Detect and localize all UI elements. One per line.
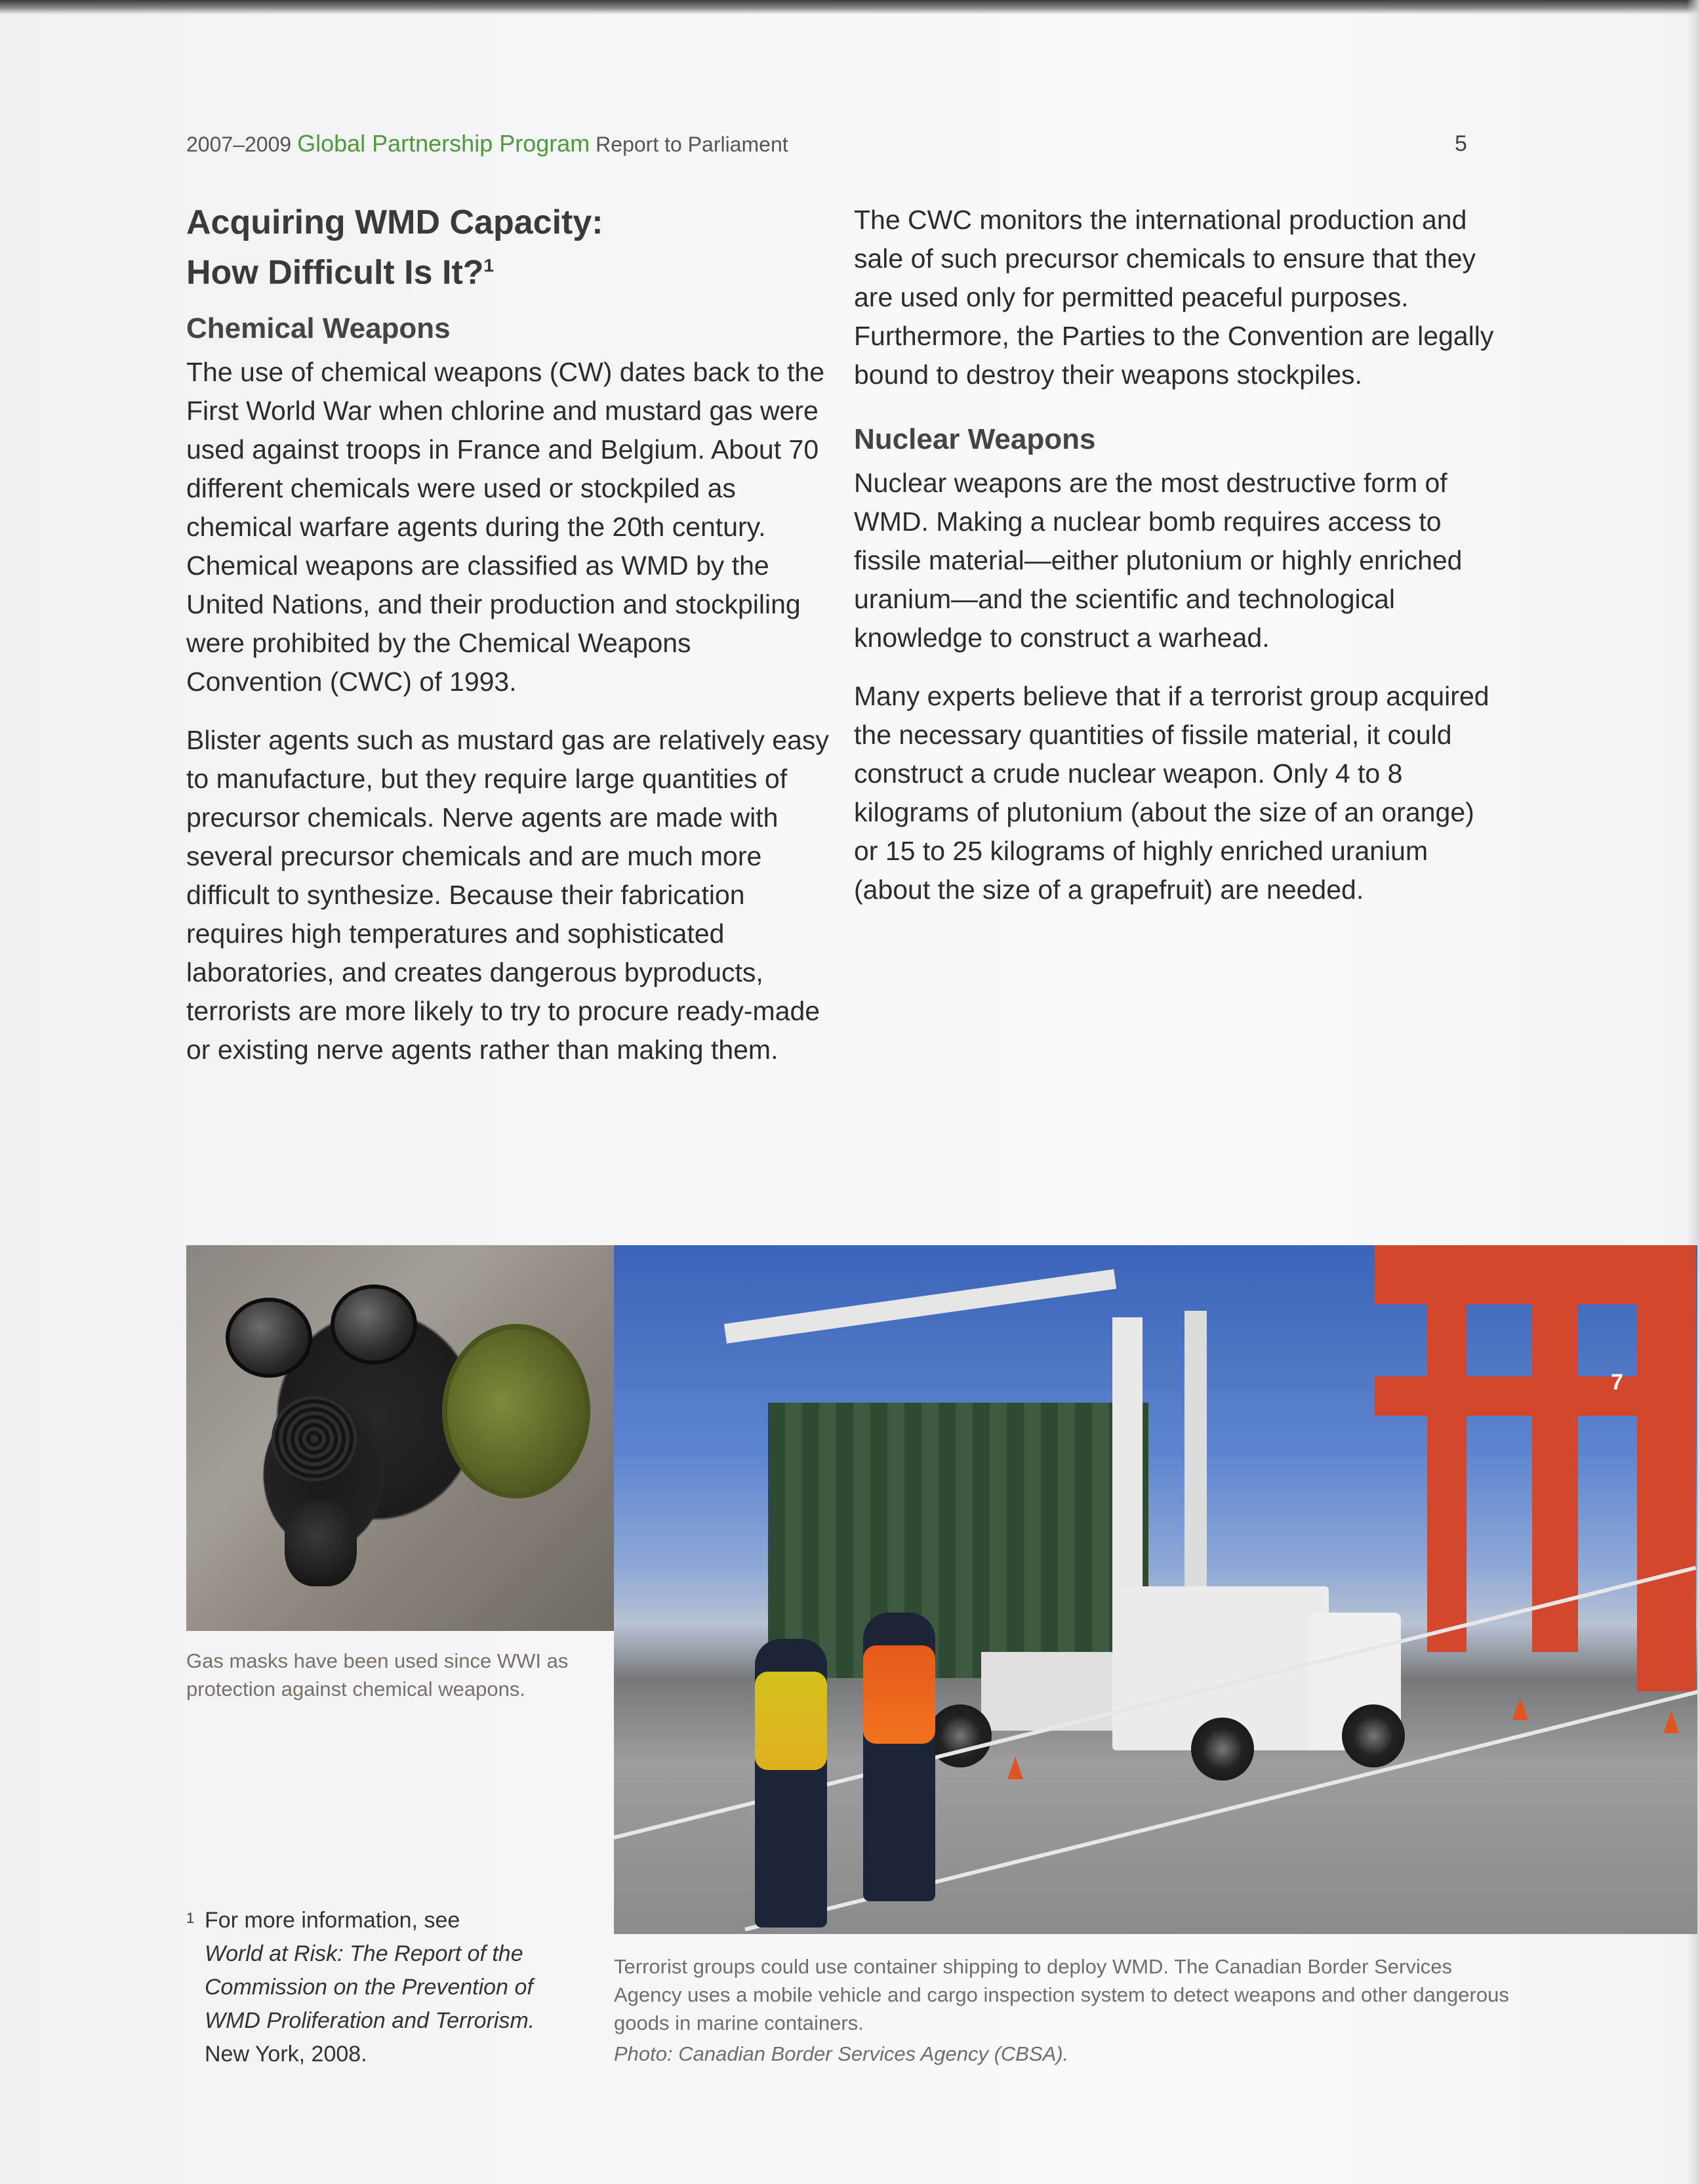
footnote-lead: For more information, see: [205, 1908, 460, 1933]
traffic-cone: [1663, 1711, 1679, 1733]
chemical-paragraph-2: Blister agents such as mustard gas are relatively easy to manufacture, but they require large quantities of precursor chemicals. Nerve agents are made with several precursor chemicals and are much more difficult to synthesize. Because their fabrication requires high temperatures and sophisticated laboratories, and creates dangerous byproducts, terrorists are more likely to try to procure ready-made or existing nerve agents rather than making them.: [186, 725, 829, 1065]
header-report: Report to Parliament: [596, 133, 788, 156]
running-header: [186, 130, 788, 157]
gas-mask-caption: Gas masks have been used since WWI as protection against chemical weapons.: [186, 1649, 569, 1700]
traffic-cone: [1512, 1698, 1528, 1720]
header-years: 2007–2009: [186, 133, 292, 156]
section-title: [186, 201, 829, 294]
gas-mask-green-filter: [442, 1324, 590, 1498]
nuclear-paragraph-1: Nuclear weapons are the most destructive form of WMD. Making a nuclear bomb requires access to fissile material—either plutonium or highly enriched uranium—and the scientific and technological knowledge to construct a warhead.: [854, 468, 1463, 653]
section-title-line1: Acquiring WMD Capacity:: [186, 203, 603, 241]
truck-front-wheel: [1342, 1704, 1405, 1767]
header-program: Global Partnership Program: [297, 130, 590, 157]
gas-mask-voicemitter: [272, 1396, 357, 1481]
traffic-cone: [1007, 1757, 1023, 1779]
crane-leg-1: [1427, 1285, 1467, 1652]
left-column: [186, 201, 829, 1069]
footnote-title: World at Risk: The Report of the Commission on the Prevention of WMD Proliferation and Terrorism.: [205, 1941, 535, 2033]
officer-left-vest: [755, 1672, 827, 1770]
page-number: 5: [1455, 131, 1467, 156]
section-title-line2: How Difficult Is It?: [186, 253, 484, 292]
officer-right-vest: [863, 1645, 935, 1744]
gas-mask-photo: [186, 1245, 614, 1631]
right-column: [854, 201, 1503, 909]
truck-caption-text: Terrorist groups could use container shipping to deploy WMD. The Canadian Border Services Agency uses a mobile vehicle and cargo inspection system to detect weapons and other dangerous goods in marine containers.: [614, 1955, 1509, 2034]
footnote-marker: 1: [186, 1910, 195, 1926]
truck-rear-wheel: [1191, 1718, 1254, 1781]
crane-number: 7: [1611, 1370, 1623, 1395]
gas-mask-canister: [285, 1501, 357, 1586]
crane-cross-beam: [1375, 1376, 1696, 1416]
gas-mask-lens-left: [226, 1298, 312, 1378]
cwc-paragraph: The CWC monitors the international production and sale of such precursor chemicals to ensure that they are used only for permitted peaceful purposes. Furthermore, the Parties to the Convention are legally bound to destroy their weapons stockpiles.: [854, 205, 1494, 390]
truck-caption: [614, 1952, 1519, 2068]
footnote: [186, 1904, 593, 2071]
gas-mask-lens-right: [331, 1285, 417, 1365]
footnote-reference: 1: [483, 255, 495, 276]
chemical-weapons-heading: Chemical Weapons: [186, 312, 451, 345]
scanner-boom: [724, 1269, 1116, 1344]
chemical-paragraph-1: The use of chemical weapons (CW) dates back to the First World War when chlorine and mustard gas were used against troops in France and Belgium. About 70 different chemicals were used or stockpiled as chemical warfare agents during the 20th century. Chemical weapons are classified as WMD by the United Nations, and their production and stockpiling were prohibited by the Chemical Weapons Convention (CWC) of 1993.: [186, 357, 825, 697]
crane-leg-3: [1637, 1285, 1696, 1691]
photo-credit: Photo: Canadian Border Services Agency (CBSA).: [614, 2042, 1069, 2065]
scan-top-edge: [0, 0, 1700, 14]
inspection-truck-photo: [614, 1245, 1697, 1934]
nuclear-paragraph-2: Many experts believe that if a terrorist group acquired the necessary quantities of fissile material, it could construct a crude nuclear weapon. Only 4 to 8 kilograms of plutonium (about the size of an orange) or 15 to 25 kilograms of highly enriched uranium (about the size of a grapefruit) are needed.: [854, 681, 1489, 905]
footnote-place: New York, 2008.: [205, 2042, 367, 2067]
shipping-container: [768, 1403, 1148, 1678]
nuclear-weapons-heading: Nuclear Weapons: [854, 423, 1096, 455]
